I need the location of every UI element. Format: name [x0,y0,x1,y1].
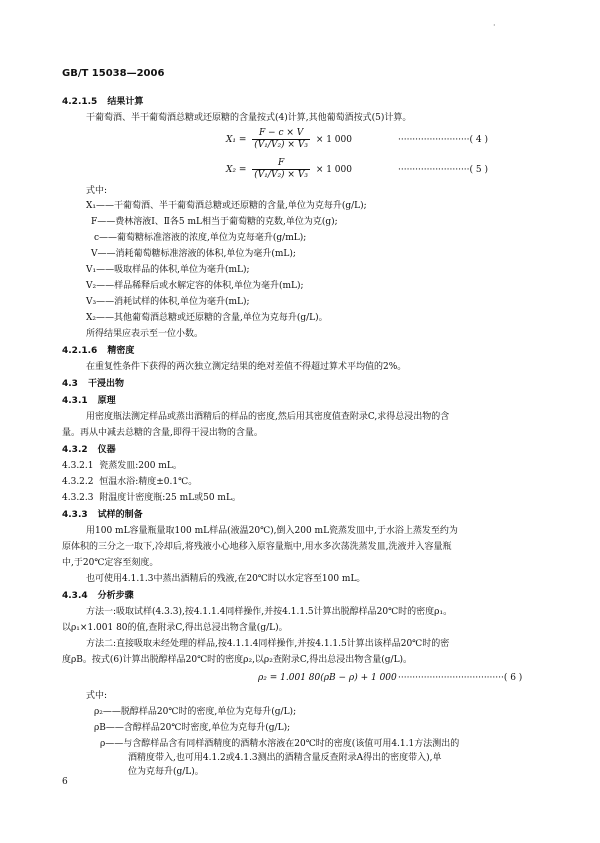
definition-line: V——消耗葡萄糖标准溶液的体积,单位为毫升(mL); [91,249,296,259]
section-heading: 4.3.3 试样的制备 [62,510,143,520]
equation-number: ·························( 5 ) [398,165,488,175]
paragraph: 方法一:吸取试样(4.3.3),按4.1.1.4同样操作,并按4.1.1.5计算出脱醇样品20℃时的密度ρ₁。 [86,607,453,617]
definition-line: ρB——含醇样品20℃时密度,单位为克每升(g/L); [94,723,291,733]
definition-line: ρ——与含醇样品含有同样酒精度的酒精水溶液在20℃时的密度(该值可用4.1.1方法测出的 [100,739,460,749]
definition-line: V₂——样品稀释后或水解定容的体积,单位为毫升(mL); [86,281,304,291]
equation-number: ·························( 4 ) [398,135,488,145]
paragraph: 所得结果应表示至一位小数。 [86,329,204,339]
section-heading: 4.2.1.6 精密度 [62,346,135,356]
definition-line: V₁——吸取样品的体积,单位为毫升(mL); [86,265,250,275]
paragraph: 方法二:直接吸取未经处理的样品,按4.1.1.4同样操作,并按4.1.1.5计算出该样品20℃时的密 [86,639,450,649]
list-item: 4.3.2.1 瓷蒸发皿:200 mL。 [62,461,182,471]
paragraph: 度ρB。按式(6)计算出脱醇样品20℃时的密度ρ₂,以ρ₂查附录C,得出总浸出物含量(g/L)。 [62,655,413,665]
where-label: 式中: [86,691,108,701]
paragraph: 干葡萄酒、半干葡萄酒总糖或还原糖的含量按式(4)计算,其他葡萄酒按式(5)计算。 [86,113,412,123]
paragraph: 用100 mL容量瓶量取100 mL样品(液温20℃),倒入200 mL瓷蒸发皿中,于水浴上蒸发至约为 [86,526,458,536]
equation-5: X₂ = $\frac{F}{\text{(V₁/V₂) × V₃}}$ × 1 000 [226,158,352,180]
definition-line: X₁——干葡萄酒、半干葡萄酒总糖或还原糖的含量,单位为克每升(g/L); [86,201,367,211]
paragraph: 量。再从中减去总糖的含量,即得干浸出物的含量。 [62,428,263,438]
definition-line: ρ₂——脱醇样品20℃时的密度,单位为克每升(g/L); [94,707,297,717]
section-heading: 4.3.1 原理 [62,396,116,406]
definition-line: X₂——其他葡萄酒总糖或还原糖的含量,单位为克每升(g/L)。 [86,313,328,323]
corner-mark: · [493,21,496,30]
equation-4: X₁ = $\frac{F - c \times V}{\text{(V₁/V₂) × V₃}}$ × 1 000 [226,128,352,150]
paragraph: 以ρ₁×1.001 80的值,查附录C,得出总浸出物含量(g/L)。 [62,623,288,633]
paragraph: 中,于20℃定容至刻度。 [62,558,159,568]
section-heading: 4.2.1.5 结果计算 [62,97,144,107]
definition-line: F——费林溶液Ⅰ、Ⅱ各5 mL相当于葡萄糖的克数,单位为克(g); [91,217,338,227]
equation-6: ρ₂ = 1.001 80(ρB − ρ) + 1 000 [258,673,397,683]
where-label: 式中: [86,186,108,196]
definition-line: c——葡萄糖标准溶液的浓度,单位为克每毫升(g/mL); [94,233,307,243]
list-item: 4.3.2.2 恒温水浴:精度±0.1℃。 [62,477,198,487]
standard-id: GB/T 15038—2006 [62,68,165,79]
section-heading: 4.3.4 分析步骤 [62,591,134,601]
paragraph: 在重复性条件下获得的两次独立测定结果的绝对差值不得超过算术平均值的2%。 [86,362,407,372]
paragraph: 原体积的三分之一取下,冷却后,将残液小心地移入原容量瓶中,用水多次荡洗蒸发皿,洗液并入容量瓶 [62,542,452,552]
definition-line: V₃——消耗试样的体积,单位为毫升(mL); [86,297,250,307]
section-heading: 4.3.2 仪器 [62,445,116,455]
equation-number: ·····································( 6 ) [398,673,523,683]
paragraph: 也可使用4.1.1.3中蒸出酒精后的残液,在20℃时以水定容至100 mL。 [86,574,366,584]
list-item: 4.3.2.3 附温度计密度瓶:25 mL或50 mL。 [62,493,241,503]
definition-line: 酒精度带入,也可用4.1.2或4.1.3测出的酒精含量反查附录A得出的密度带入),单 [128,753,442,763]
paragraph: 用密度瓶法测定样品或蒸出酒精后的样品的密度,然后用其密度值查附录C,求得总浸出物的含 [86,412,450,422]
definition-line: 位为克每升(g/L)。 [128,767,204,777]
section-heading: 4.3 干浸出物 [62,379,124,389]
page-number: 6 [62,777,68,787]
